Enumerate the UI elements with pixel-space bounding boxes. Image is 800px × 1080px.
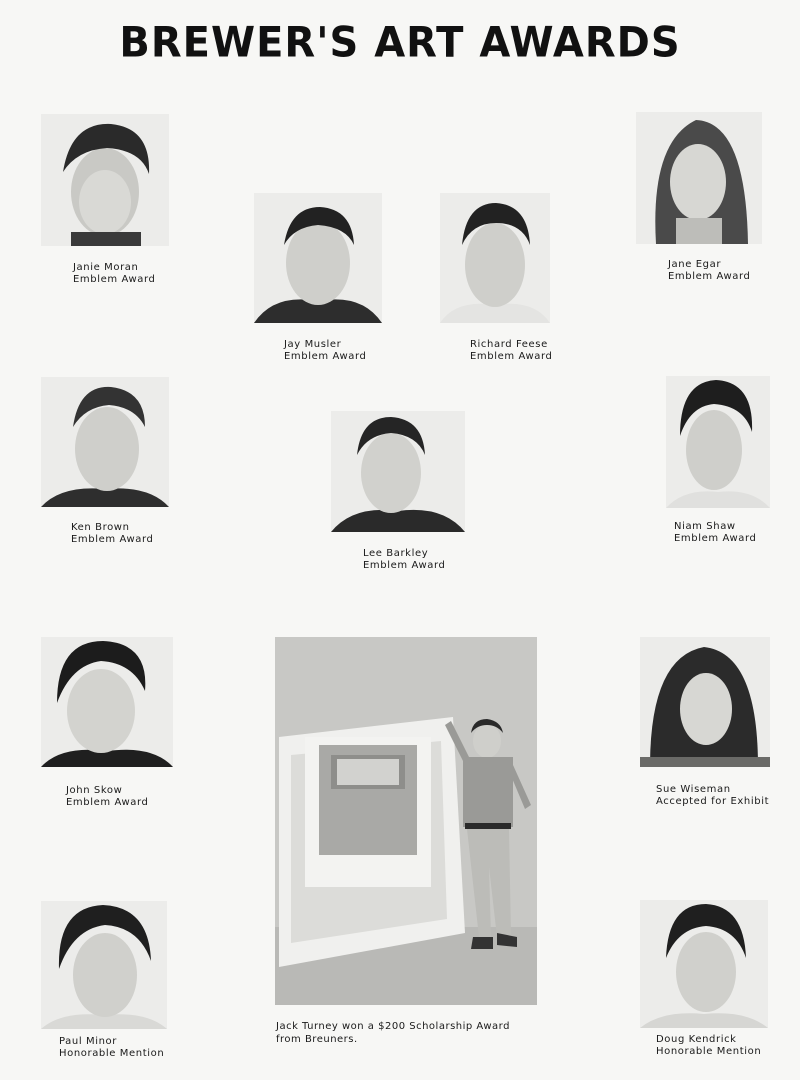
caption-niam-shaw bbox=[674, 521, 756, 545]
portrait-name: Doug Kendrick bbox=[656, 1034, 737, 1045]
portrait-name: Sue Wiseman bbox=[656, 784, 731, 795]
caption-paul-minor bbox=[59, 1036, 164, 1060]
portrait-name: Paul Minor bbox=[59, 1036, 117, 1047]
portrait-photo-john-skow bbox=[41, 637, 173, 767]
portrait-photo-ken-brown bbox=[41, 377, 169, 507]
portrait-award: Emblem Award bbox=[73, 274, 156, 285]
portrait-photo-niam-shaw bbox=[666, 376, 770, 508]
portrait-photo-janie-moran bbox=[41, 114, 169, 246]
portrait-photo-jay-musler bbox=[254, 193, 382, 323]
portrait-name: Janie Moran bbox=[73, 262, 139, 273]
portrait-name: Richard Feese bbox=[470, 339, 548, 350]
portrait-photo-doug-kendrick bbox=[640, 900, 768, 1028]
portrait-photo-paul-minor bbox=[41, 901, 167, 1029]
portrait-photo-richard-feese bbox=[440, 193, 550, 323]
portrait-award: Emblem Award bbox=[470, 351, 553, 362]
page-title: BREWER'S ART AWARDS bbox=[119, 18, 681, 68]
portrait-award: Emblem Award bbox=[668, 271, 751, 282]
caption-ken-brown bbox=[71, 522, 153, 546]
portrait-photo-jane-egar bbox=[636, 112, 762, 244]
caption-jay-musler bbox=[284, 339, 366, 363]
portrait-name: Niam Shaw bbox=[674, 521, 736, 532]
portrait-award: Emblem Award bbox=[284, 351, 367, 362]
portrait-award: Emblem Award bbox=[363, 560, 446, 571]
portrait-award: Emblem Award bbox=[674, 533, 757, 544]
caption-doug-kendrick bbox=[656, 1034, 761, 1058]
portrait-photo-sue-wiseman bbox=[640, 637, 770, 767]
portrait-name: Jay Musler bbox=[284, 339, 342, 350]
caption-jane-egar bbox=[668, 259, 750, 283]
portrait-photo-lee-barkley bbox=[331, 411, 465, 532]
portrait-name: John Skow bbox=[66, 785, 123, 796]
feature-photo-jack-turney bbox=[275, 637, 537, 1005]
caption-john-skow bbox=[66, 785, 148, 809]
portrait-award: Emblem Award bbox=[66, 797, 149, 808]
caption-richard-feese bbox=[470, 339, 552, 363]
portrait-award: Honorable Mention bbox=[656, 1046, 762, 1057]
portrait-name: Jane Egar bbox=[668, 259, 722, 270]
caption-lee-barkley bbox=[363, 548, 445, 572]
feature-caption: Jack Turney won a $200 Scholarship Award from Breuners. bbox=[276, 1021, 510, 1045]
portrait-award: Emblem Award bbox=[71, 534, 154, 545]
portrait-name: Lee Barkley bbox=[363, 548, 429, 559]
caption-sue-wiseman bbox=[656, 784, 769, 808]
portrait-award: Honorable Mention bbox=[59, 1048, 165, 1059]
portrait-award: Accepted for Exhibit bbox=[656, 796, 770, 807]
caption-janie-moran bbox=[73, 262, 155, 286]
portrait-name: Ken Brown bbox=[71, 522, 130, 533]
